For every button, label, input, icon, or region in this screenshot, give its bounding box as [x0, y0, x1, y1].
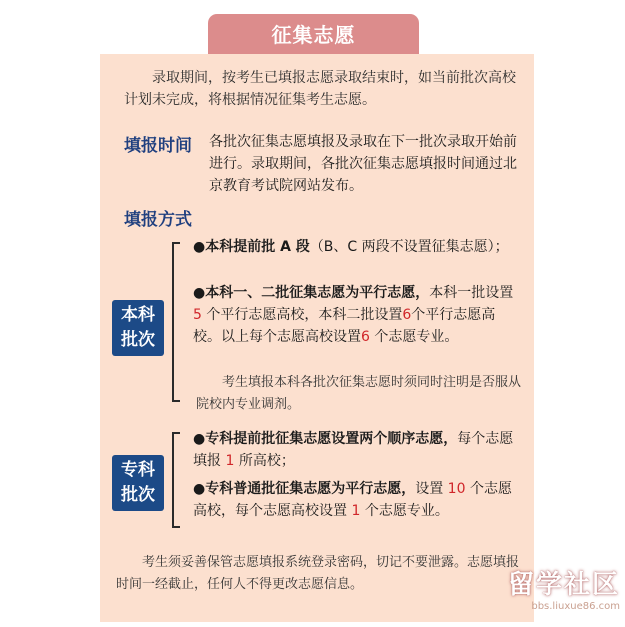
- benke-bullet-2-p4: 个志愿专业。: [369, 329, 459, 345]
- fill-method-heading: 填报方式: [124, 210, 192, 230]
- bullet-dot: ●: [193, 239, 206, 255]
- zhuanke-bullet-2-n2: 1: [351, 503, 361, 519]
- benke-bullet-2-n2: 6: [402, 307, 412, 323]
- zhuanke-label-line2: 批次: [121, 485, 155, 505]
- zhuanke-bullet-1-p1: 每个志愿填报: [193, 431, 514, 469]
- zhuanke-bullet-1: [193, 428, 523, 472]
- zhuanke-bullet-2-p3: 个志愿专业。: [360, 503, 449, 519]
- benke-bullet-2-p3: 个平行志愿高校。以上每个志愿高校设置: [193, 307, 496, 345]
- bullet-dot: ●: [193, 481, 206, 497]
- watermark-url: bbs.liuxue86.com: [531, 601, 620, 612]
- bullet-dot: ●: [193, 285, 206, 301]
- benke-bullet-1: [193, 236, 523, 258]
- benke-note: 考生填报本科各批次征集志愿时须同时注明是否服从院校内专业调剂。: [196, 375, 522, 412]
- benke-bullet-1-lead: 本科提前批 A 段: [205, 239, 310, 255]
- zhuanke-bracket: [172, 432, 180, 528]
- benke-label: [112, 300, 164, 356]
- benke-bullet-2-p2: 个平行志愿高校，本科二批设置: [201, 307, 403, 323]
- footer-note: 考生须妥善保管志愿填报系统登录密码，切记不要泄露。志愿填报时间一经截止，任何人不得更改志愿信息。: [116, 555, 520, 592]
- bullet-dot: ●: [193, 431, 206, 447]
- zhuanke-bullet-1-n1: 1: [225, 453, 235, 469]
- zhuanke-bullet-1-lead: 专科提前批征集志愿设置两个顺序志愿，: [205, 431, 458, 447]
- fill-time-heading: 填报时间: [124, 136, 192, 156]
- benke-bullet-2-lead: 本科一、二批征集志愿为平行志愿，: [205, 285, 430, 301]
- zhuanke-bullet-2-p2: 个志愿高校，每个志愿高校设置: [193, 481, 512, 519]
- watermark-main: 留学社区: [507, 570, 620, 600]
- benke-bracket: [172, 242, 180, 402]
- zhuanke-bullet-2-p1: 设置: [415, 481, 448, 497]
- zhuanke-bullet-1-p2: 所高校；: [234, 453, 295, 469]
- zhuanke-bullet-2: [193, 478, 523, 522]
- zhuanke-label: [112, 455, 164, 511]
- fill-time-text: 各批次征集志愿填报及录取在下一批次录取开始前进行。录取期间，各批次征集志愿填报时间通过北京教育考试院网站发布。: [209, 134, 517, 194]
- intro-paragraph: 录取期间，按考生已填报志愿录取结束时，如当前批次高校计划未完成，将根据情况征集考生志愿。: [124, 70, 516, 108]
- zhuanke-label-line1: 专科: [121, 460, 155, 480]
- benke-bullet-2-n1: 5: [193, 307, 202, 323]
- benke-label-line1: 本科: [121, 305, 155, 325]
- watermark-logo: [470, 570, 620, 622]
- zhuanke-bullet-2-n1: 10: [447, 481, 466, 497]
- benke-bullet-2-n3: 6: [361, 329, 370, 345]
- zhuanke-bullet-2-lead: 专科普通批征集志愿为平行志愿，: [205, 481, 416, 497]
- benke-bullet-1-rest: （B、C 两段不设置征集志愿）；: [309, 239, 509, 255]
- benke-bullet-2-p1: 本科一批设置: [429, 285, 514, 301]
- page-title: 征集志愿: [271, 23, 356, 47]
- benke-bullet-2: [193, 282, 523, 348]
- benke-label-line2: 批次: [121, 330, 155, 350]
